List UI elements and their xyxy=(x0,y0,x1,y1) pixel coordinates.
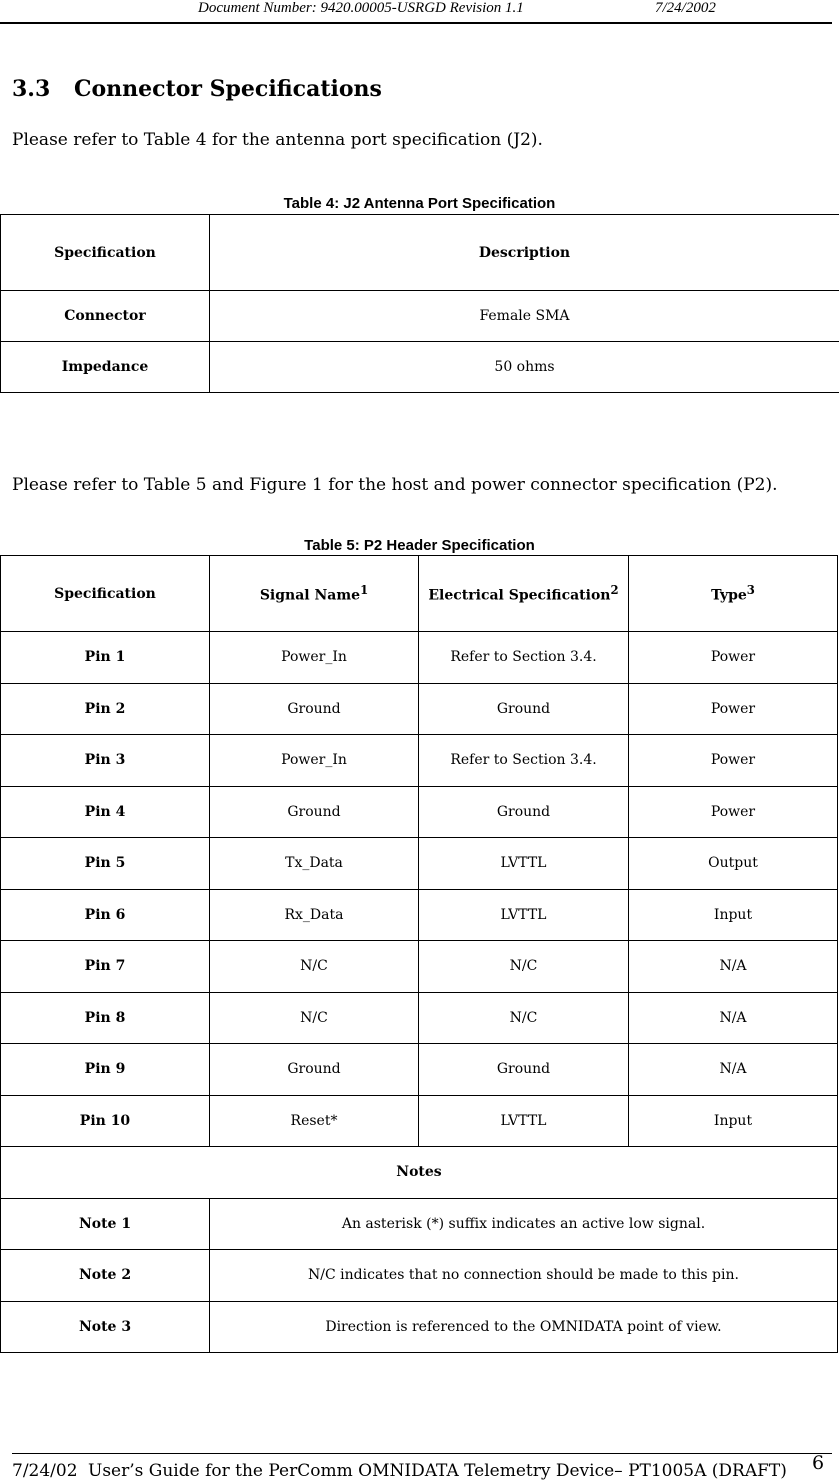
table5-cell: Refer to Section 3.4. xyxy=(419,735,629,787)
table-row xyxy=(1,1044,838,1096)
header-date: 7/24/2002 xyxy=(655,0,716,16)
table-row xyxy=(1,291,839,342)
page-header xyxy=(0,0,832,24)
table5-cell: N/C xyxy=(419,992,629,1044)
table-row xyxy=(1,889,838,941)
table5-cell: Ground xyxy=(210,1044,419,1096)
footer-date: 7/24/02 xyxy=(12,1461,78,1481)
table4-caption: Table 4: J2 Antenna Port Specification xyxy=(283,195,556,212)
p2-header-table xyxy=(0,555,838,1353)
table5-cell: N/A xyxy=(629,992,838,1044)
table5-header-cell xyxy=(210,556,419,632)
table-row xyxy=(1,735,838,787)
table-row xyxy=(1,342,839,393)
table-row xyxy=(1,838,838,890)
table-row xyxy=(1,632,838,684)
table5-cell: Pin 9 xyxy=(1,1044,210,1096)
table5-cell: Ground xyxy=(419,1044,629,1096)
note-row xyxy=(1,1250,838,1302)
table5-cell: Pin 4 xyxy=(1,786,210,838)
table5-header-text: Electrical Specification xyxy=(428,587,611,604)
table5-header-cell xyxy=(419,556,629,632)
table-row xyxy=(1,992,838,1044)
page-footer xyxy=(12,1452,832,1481)
antenna-port-table xyxy=(0,214,839,393)
table5-cell: Input xyxy=(629,889,838,941)
table5-header-cell xyxy=(1,556,210,632)
table5-header-row xyxy=(1,556,838,632)
table5-cell: Power xyxy=(629,735,838,787)
table5-header-text: Signal Name xyxy=(259,587,361,604)
table5-cell: Pin 5 xyxy=(1,838,210,890)
table5-cell: Pin 6 xyxy=(1,889,210,941)
table5-cell: Pin 1 xyxy=(1,632,210,684)
table5-caption: Table 5: P2 Header Specification xyxy=(304,537,535,554)
table5-cell: N/A xyxy=(629,1044,838,1096)
footnote-marker: 1 xyxy=(360,583,369,598)
section-title: Connector Specifications xyxy=(74,76,382,102)
footnote-marker: 2 xyxy=(610,583,619,598)
table-row xyxy=(1,683,838,735)
page-number: 6 xyxy=(812,1452,825,1474)
table5-cell: Ground xyxy=(210,683,419,735)
footnote-marker: 3 xyxy=(746,583,755,598)
note-text: An asterisk (*) suffix indicates an active low signal. xyxy=(210,1198,838,1250)
table5-cell: Power_In xyxy=(210,632,419,684)
note-text: N/C indicates that no connection should be made to this pin. xyxy=(210,1250,838,1302)
table5-cell: Refer to Section 3.4. xyxy=(419,632,629,684)
table4-header-cell: Description xyxy=(210,215,839,291)
table5-header-cell xyxy=(629,556,838,632)
table5-header-text: Specification xyxy=(54,585,156,602)
note-text: Direction is referenced to the OMNIDATA point of view. xyxy=(210,1301,838,1353)
note-label: Note 2 xyxy=(1,1250,210,1302)
table5-header-text: Type xyxy=(711,587,747,604)
table4-cell: Connector xyxy=(1,291,210,342)
table5-cell: Ground xyxy=(210,786,419,838)
note-label: Note 1 xyxy=(1,1198,210,1250)
table4-header-row xyxy=(1,215,839,291)
table5-cell: N/C xyxy=(210,992,419,1044)
notes-title-row xyxy=(1,1147,838,1199)
table4-cell: 50 ohms xyxy=(210,342,839,393)
table5-cell: Reset* xyxy=(210,1095,419,1147)
table5-cell: Ground xyxy=(419,683,629,735)
table5-cell: N/C xyxy=(210,941,419,993)
document-number: Document Number: 9420.00005-USRGD Revision 1.1 xyxy=(198,0,524,16)
table5-cell: Power xyxy=(629,786,838,838)
note-row xyxy=(1,1198,838,1250)
table4-header-cell: Specification xyxy=(1,215,210,291)
table-row xyxy=(1,1095,838,1147)
table4-cell: Female SMA xyxy=(210,291,839,342)
table5-cell: Pin 2 xyxy=(1,683,210,735)
table5-cell: Output xyxy=(629,838,838,890)
note-label: Note 3 xyxy=(1,1301,210,1353)
table5-cell: LVTTL xyxy=(419,889,629,941)
table5-cell: Input xyxy=(629,1095,838,1147)
table5-cell: LVTTL xyxy=(419,1095,629,1147)
table5-cell: Power_In xyxy=(210,735,419,787)
table-row xyxy=(1,941,838,993)
table5-cell: N/C xyxy=(419,941,629,993)
table4-cell: Impedance xyxy=(1,342,210,393)
table5-cell: Power xyxy=(629,683,838,735)
table5-cell: Pin 3 xyxy=(1,735,210,787)
table-row xyxy=(1,786,838,838)
antenna-intro-paragraph: Please refer to Table 4 for the antenna port specification (J2). xyxy=(12,130,543,150)
notes-title: Notes xyxy=(1,1147,838,1199)
table5-cell: Pin 10 xyxy=(1,1095,210,1147)
table5-cell: Rx_Data xyxy=(210,889,419,941)
table5-cell: Pin 8 xyxy=(1,992,210,1044)
section-heading xyxy=(12,76,382,102)
header-intro-paragraph: Please refer to Table 5 and Figure 1 for the host and power connector specification (P2). xyxy=(12,475,778,495)
table5-cell: Tx_Data xyxy=(210,838,419,890)
note-row xyxy=(1,1301,838,1353)
table5-cell: Power xyxy=(629,632,838,684)
table5-cell: Pin 7 xyxy=(1,941,210,993)
table5-cell: LVTTL xyxy=(419,838,629,890)
table5-cell: Ground xyxy=(419,786,629,838)
footer-title: User’s Guide for the PerComm OMNIDATA Telemetry Device– PT1005A (DRAFT) xyxy=(88,1461,787,1481)
section-number: 3.3 xyxy=(12,76,51,102)
table5-cell: N/A xyxy=(629,941,838,993)
